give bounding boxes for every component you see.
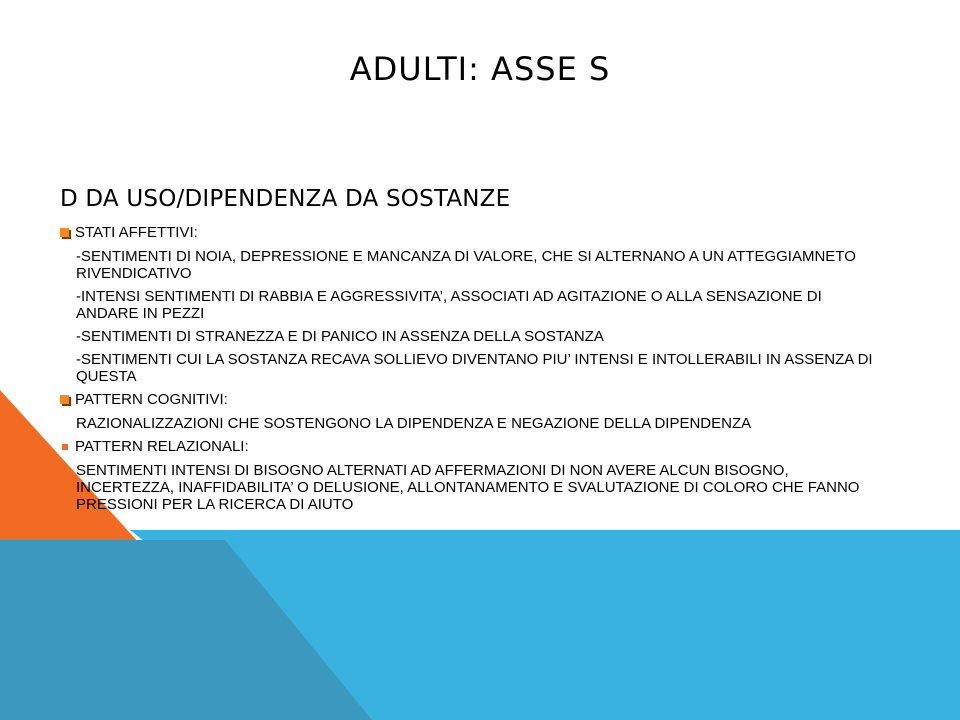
paragraph: -SENTIMENTI CUI LA SOSTANZA RECAVA SOLLIEVO DIVENTANO PIU’ INTENSI E INTOLLERABILI IN ASSENZA DI QUESTA <box>76 351 873 385</box>
section-heading-text: PATTERN RELAZIONALI: <box>75 438 249 455</box>
section-heading-stati-affettivi <box>60 224 880 242</box>
paragraph: -INTENSI SENTIMENTI DI RABBIA E AGGRESSIVITA’, ASSOCIATI AD AGITAZIONE O ALLA SENSAZIONE DI ANDARE IN PEZZI <box>76 288 822 322</box>
section-heading-pattern-cognitivi <box>60 391 880 409</box>
section-heading-text: PATTERN COGNITIVI: <box>75 391 228 408</box>
slide-subtitle: D DA USO/DIPENDENZA DA SOSTANZE <box>60 186 511 212</box>
checkbox-bullet-icon <box>60 224 75 242</box>
slide-content <box>60 186 880 519</box>
paragraph: SENTIMENTI INTENSI DI BISOGNO ALTERNATI AD AFFERMAZIONI DI NON AVERE ALCUN BISOGNO, INCERTEZZA, INAFFIDABILITA’ O DELUSIONE, ALLONTANAMENTO E SVALUTAZIONE DI COLORO CHE FANNO PRESSIONI PER LA RICERCA DI AIUTO <box>76 462 860 513</box>
paragraph: -SENTIMENTI DI STRANEZZA E DI PANICO IN ASSENZA DELLA SOSTANZA <box>76 328 604 345</box>
paragraph: RAZIONALIZZAZIONI CHE SOSTENGONO LA DIPENDENZA E NEGAZIONE DELLA DIPENDENZA <box>76 415 752 432</box>
checkbox-bullet-icon <box>60 391 75 409</box>
section-heading-text: STATI AFFETTIVI: <box>75 224 198 241</box>
square-bullet-icon <box>60 438 75 456</box>
slide-title: ADULTI: ASSE S <box>349 50 611 88</box>
section-heading-pattern-relazionali <box>60 438 880 456</box>
paragraph: -SENTIMENTI DI NOIA, DEPRESSIONE E MANCANZA DI VALORE, CHE SI ALTERNANO A UN ATTEGGIAMNETO RIVENDICATIVO <box>76 248 856 282</box>
